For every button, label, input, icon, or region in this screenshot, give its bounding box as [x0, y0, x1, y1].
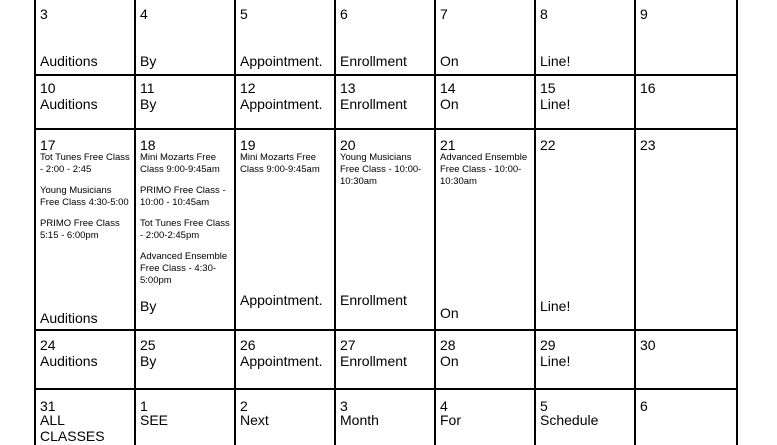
day-number: 11: [140, 80, 155, 96]
day-word: Appointment.: [240, 292, 323, 308]
day-number: 3: [40, 6, 48, 22]
day-number: 14: [440, 80, 456, 96]
day-number: 10: [40, 80, 56, 96]
day-word: Enrollment: [340, 353, 407, 369]
event-item[interactable]: Mini Mozarts Free Class 9:00-9:45am: [240, 152, 320, 175]
day-number: 7: [440, 6, 448, 22]
day-cell[interactable]: [436, 130, 534, 329]
day-word: Appointment.: [240, 53, 323, 69]
day-cell[interactable]: [236, 76, 334, 128]
day-word: Enrollment: [340, 96, 407, 112]
day-cell[interactable]: [236, 390, 334, 445]
day-number: 22: [540, 137, 556, 153]
day-word: Auditions: [40, 96, 98, 112]
day-number: 24: [40, 337, 56, 353]
day-number: 6: [640, 398, 648, 414]
event-item[interactable]: Young Musicians Free Class - 10:00-10:30am: [340, 152, 422, 187]
event-item[interactable]: Young Musicians Free Class 4:30-5:00: [40, 185, 129, 208]
day-word: On: [440, 53, 459, 69]
day-word: Month: [340, 412, 379, 428]
day-number: 27: [340, 337, 356, 353]
day-cell[interactable]: [236, 130, 334, 329]
day-word: Line!: [540, 298, 571, 314]
day-number: 8: [540, 6, 548, 22]
day-word: Schedule: [540, 412, 599, 428]
day-number: 13: [340, 80, 356, 96]
day-cell[interactable]: [136, 0, 234, 74]
event-list: [140, 152, 232, 296]
day-number: 3: [340, 398, 348, 414]
day-cell[interactable]: [36, 390, 134, 445]
day-cell[interactable]: [536, 331, 634, 388]
day-number: 5: [540, 398, 548, 414]
day-number: 19: [240, 137, 256, 153]
event-list: [240, 152, 332, 185]
day-number: 16: [640, 80, 656, 96]
event-list: [440, 152, 532, 197]
day-number: 4: [140, 6, 148, 22]
day-word: Appointment.: [240, 353, 323, 369]
day-word: SEE: [140, 412, 169, 428]
event-item[interactable]: PRIMO Free Class 5:15 - 6:00pm: [40, 218, 120, 241]
day-number: 2: [240, 398, 248, 414]
day-cell[interactable]: [536, 130, 634, 329]
day-cell[interactable]: [636, 130, 736, 329]
day-number: 23: [640, 137, 656, 153]
day-cell[interactable]: [636, 0, 736, 74]
day-number: 1: [140, 398, 148, 414]
day-cell[interactable]: [136, 130, 234, 329]
day-cell[interactable]: [136, 331, 234, 388]
day-cell[interactable]: [36, 0, 134, 74]
day-number: 15: [540, 80, 556, 96]
day-number: 31: [40, 398, 56, 414]
day-word: Line!: [540, 96, 571, 112]
day-number: 25: [140, 337, 156, 353]
day-number: 29: [540, 337, 556, 353]
day-word: On: [440, 305, 459, 321]
day-word: On: [440, 353, 459, 369]
day-number: 6: [340, 6, 348, 22]
day-word: Auditions: [40, 53, 98, 69]
day-number: 30: [640, 337, 656, 353]
day-word: Line!: [540, 53, 571, 69]
day-cell[interactable]: [536, 76, 634, 128]
day-cell[interactable]: [136, 390, 234, 445]
day-word: Next: [240, 412, 269, 428]
day-word: By: [140, 298, 157, 314]
day-cell[interactable]: [336, 76, 434, 128]
day-cell[interactable]: [436, 390, 534, 445]
event-item[interactable]: Advanced Ensemble Free Class - 10:00-10:30am: [440, 152, 528, 187]
day-word: Enrollment: [340, 53, 407, 69]
day-number: 9: [640, 6, 648, 22]
day-cell[interactable]: [336, 331, 434, 388]
day-word: By: [140, 53, 157, 69]
day-word: Enrollment: [340, 292, 407, 308]
day-cell[interactable]: [436, 76, 534, 128]
grid-vline: [736, 0, 738, 445]
day-number: 17: [40, 137, 56, 153]
day-cell[interactable]: [436, 331, 534, 388]
event-list: [340, 152, 432, 197]
day-word: On: [440, 96, 459, 112]
event-list: [40, 152, 132, 251]
day-number: 4: [440, 398, 448, 414]
day-cell[interactable]: [636, 331, 736, 388]
event-item[interactable]: PRIMO Free Class - 10:00 - 10:45am: [140, 185, 226, 208]
event-item[interactable]: Tot Tunes Free Class - 2:00-2:45pm: [140, 218, 230, 241]
day-cell[interactable]: [36, 76, 134, 128]
day-cell[interactable]: [636, 76, 736, 128]
day-word: ALL CLASSES: [40, 412, 105, 444]
day-word: For: [440, 412, 461, 428]
day-number: 18: [140, 137, 156, 153]
day-word: Auditions: [40, 310, 98, 326]
day-cell[interactable]: [236, 331, 334, 388]
day-cell[interactable]: [636, 390, 736, 445]
day-number: 12: [240, 80, 256, 96]
day-cell[interactable]: [136, 76, 234, 128]
day-word: By: [140, 353, 157, 369]
event-item[interactable]: Advanced Ensemble Free Class - 4:30-5:00pm: [140, 251, 228, 286]
day-cell[interactable]: [336, 390, 434, 445]
day-word: Auditions: [40, 353, 98, 369]
day-number: 28: [440, 337, 456, 353]
day-cell[interactable]: [436, 0, 534, 74]
day-number: 21: [440, 137, 456, 153]
day-word: By: [140, 96, 157, 112]
event-item[interactable]: Mini Mozarts Free Class 9:00-9:45am: [140, 152, 220, 175]
day-cell[interactable]: [236, 0, 334, 74]
day-word: Line!: [540, 353, 571, 369]
day-cell[interactable]: [536, 390, 634, 445]
event-item[interactable]: Tot Tunes Free Class - 2:00 - 2:45: [40, 152, 130, 175]
day-cell[interactable]: [336, 130, 434, 329]
day-cell[interactable]: [336, 0, 434, 74]
day-number: 20: [340, 137, 356, 153]
day-word: Appointment.: [240, 96, 323, 112]
day-cell[interactable]: [36, 331, 134, 388]
day-cell[interactable]: [36, 130, 134, 329]
day-cell[interactable]: [536, 0, 634, 74]
day-number: 26: [240, 337, 256, 353]
day-number: 5: [240, 6, 248, 22]
